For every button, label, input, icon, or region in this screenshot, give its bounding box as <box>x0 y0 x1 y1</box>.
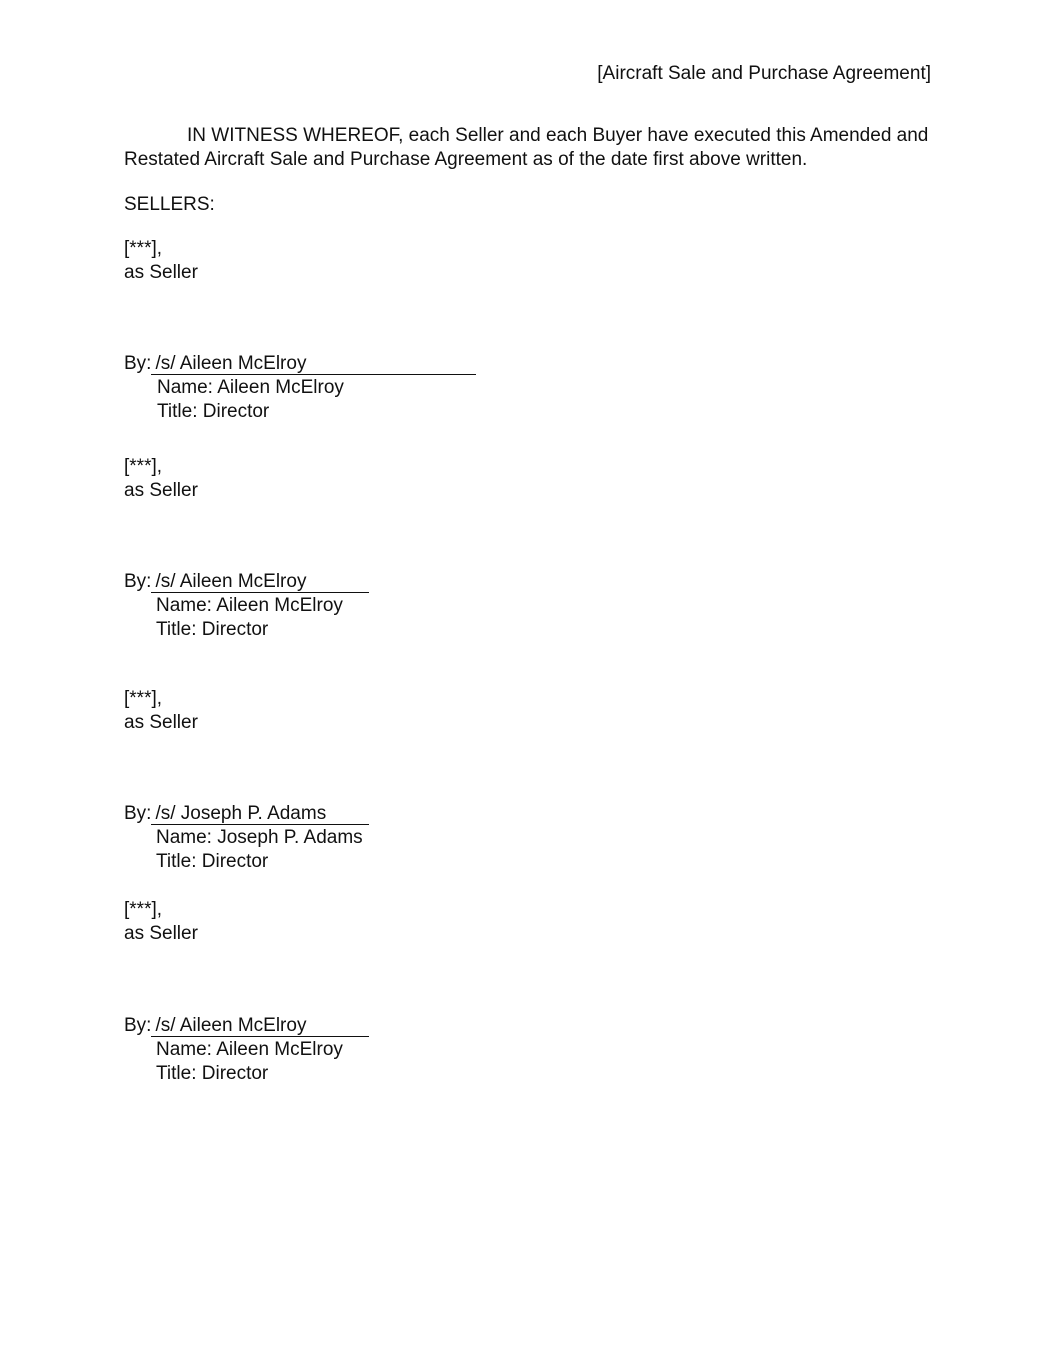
signatory-title: Title: Director <box>156 851 269 872</box>
by-label: By: <box>124 571 152 592</box>
seller-role: as Seller <box>124 712 198 733</box>
seller-block-4 <box>124 898 343 1084</box>
witness-paragraph: IN WITNESS WHEREOF, each Seller and each Buyer have executed this Amended and Restated Aircraft Sale and Purchase Agreement as of the date first above written. <box>124 125 929 170</box>
signature-value: /s/ Joseph P. Adams <box>151 804 369 825</box>
sellers-heading: SELLERS: <box>124 194 215 215</box>
seller-entity: [***], <box>124 688 163 709</box>
document-header-title: [Aircraft Sale and Purchase Agreement] <box>597 63 931 84</box>
seller-block-1 <box>124 237 344 422</box>
by-label: By: <box>124 803 152 824</box>
signature-value: /s/ Aileen McElroy <box>151 572 369 593</box>
signature-value: /s/ Aileen McElroy <box>151 1016 369 1037</box>
seller-role: as Seller <box>124 262 198 283</box>
seller-role: as Seller <box>124 923 198 944</box>
signatory-title: Title: Director <box>157 401 270 422</box>
seller-entity: [***], <box>124 238 163 259</box>
seller-entity: [***], <box>124 456 163 477</box>
seller-role: as Seller <box>124 480 198 501</box>
signatory-title: Title: Director <box>156 1063 269 1084</box>
signatory-name: Name: Aileen McElroy <box>157 377 344 398</box>
signature-value: /s/ Aileen McElroy <box>151 354 476 375</box>
signature-line <box>124 802 369 826</box>
seller-block-3 <box>124 687 363 872</box>
signature-line <box>124 352 476 376</box>
signature-line <box>124 1014 369 1038</box>
seller-block-2 <box>124 455 343 640</box>
signatory-title: Title: Director <box>156 619 269 640</box>
seller-entity: [***], <box>124 899 163 920</box>
signatory-name: Name: Aileen McElroy <box>156 595 343 616</box>
signature-line <box>124 570 369 594</box>
signatory-name: Name: Joseph P. Adams <box>156 827 363 848</box>
witness-paragraph-block <box>124 124 934 172</box>
by-label: By: <box>124 1015 152 1036</box>
signatory-name: Name: Aileen McElroy <box>156 1039 343 1060</box>
by-label: By: <box>124 353 152 374</box>
